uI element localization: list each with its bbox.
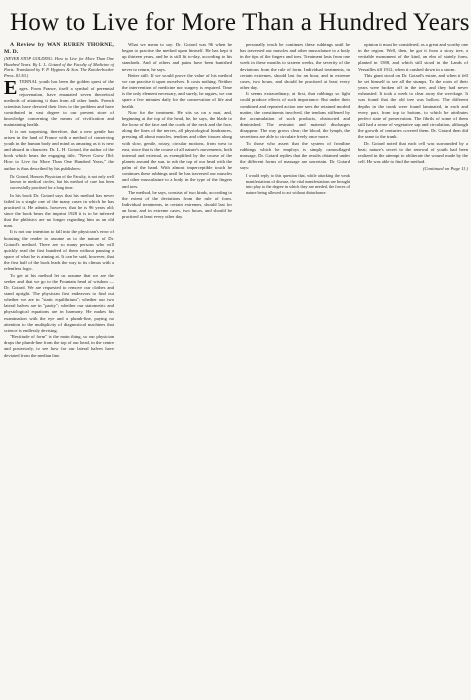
drop-cap: E [4, 77, 18, 100]
paragraph: Dr. Gotard noted that each cell was surrounded by a heat; nature's secret to the renewal of youth had been realized in the attempt to obliterate the wound made by the cell. He was able to find the method. [358, 140, 468, 164]
quoted-block: I would reply to this question that, while attacking the weak manifestations of disease, the vital manifestations are brought into play to the degree in which they are needed, the forces of nature being allowed to act without disturbance. [246, 173, 350, 196]
paragraph: What we mean to say: Dr. Gotard was 96 when he began to practise the method upon himself. He has kept it up thirteen years, and he is still fit to-day, according to his standards. And of others and pains have been banished never to return, he says. [122, 42, 232, 72]
paragraph: To get at his method let us assume that we are the seeker and that we go to the Fountain head of wisdom — Dr. Gotard. We are requested to remove our clothes and stand upright. The physician first endeavors to find out whether we are in "static equilibrium"; whether our two lateral halves are in "parity"; whether our statometric and physiological equations are in harmony. He makes his examination with the eye and a plumb-line, paying no attention to the multiplicity of diagnostical machines that science is endlessly devising. [4, 272, 114, 333]
paragraph: Better still: If we would prove the value of his method we can practise it upon ourselves. It costs nothing. Neither the intervention of medicine nor surgery is required. Time is the only element necessary, and surely, he argues, we can spare a few minutes daily for the conservation of life and health. [122, 72, 232, 109]
paragraph: In his book Dr. Gotard says that his method has never failed in a single one of the many cases in which he has practised it. He admits, however, that he is 96 years old; since the book bears the imprint 1928 it is to be inferred that the phthisics are no longer regarding him as an old man. [4, 192, 114, 229]
quoted-block: Dr. Gotard, Honoris Physician of the Faculty, is not only well known in medical circles, but his method of cure has been successfully practised for a long time. [10, 173, 114, 190]
article-column-1 [4, 42, 114, 696]
paragraph: It seems extraordinary, at first, that rubbings so light could produce effects of such importance. But under their combined and repeated action one sees the retained morbid matter, the constituents involved, the tendons stiffened by the accumulation of such products, obstructed and diminished. The restraint and material discharges disappear. The way grows clear; the blood, the lymph, the secretions are able to circulate freely once more. [240, 91, 350, 140]
article-columns [4, 42, 468, 696]
article-column-2 [122, 42, 232, 696]
byline [4, 42, 114, 56]
continued-notice: (Continued on Page 11.) [422, 166, 468, 172]
article-column-4 [358, 42, 468, 696]
lead-paragraph [4, 79, 114, 128]
book-citation: (NEVER STOP GOLDING: How to Live for More Than One Hundred Years. By L. L. Gotard of the Faculty of Medicine of Paris. Translated by F. P. Hygines & Son. The Knickerbocker Press. $1.50.) [4, 56, 114, 78]
paragraph: It is not surprising, therefore, that a new gentle has arisen in the land of France with a method of conserving youth in the human body and mind as amazing as it is new and absurd in character. Dr. L. H. Gotard, the author of the book which bears the engaging title, "Never Grow Old: How to Live for More Than One Hundred Years," the author is thus described by his publishers: [4, 128, 114, 171]
paragraph: opinion it must be considered, as a great and worthy one in the region. Well, then, he got it from a story tree, a veritable monument of the kind, an elm of stately form, planted in 1588, and which still stood in the Lands of Versailles till 1912, when it crashed down in a storm. [358, 42, 468, 72]
paragraph: Now for the treatment. He sits us on a mat, and, beginning at the top of the head, he, he says, the blade to the loose of the face and the cords of the neck and the face, along the lines of the nerves, all physiological hindrances, pressing all about muscles, tendons and other tissues along with slow, gentle, rotary, circular motions, from west to east, since that is the course of all nature's movements, both internal and external, as exemplified by the course of the planets around the sun, to rub the top of our head with the palm of the hand. With almost imperceptible touch he continues these rubbings until he has traversed our muscles and other musculature to a body in the type of the fingers and toes. [122, 109, 232, 189]
byline-author: WAN RUREN THORNE, M. D. [4, 42, 114, 55]
paragraph: To those who assert that the system of frontline rubbings which he employs is simply camouflaged massage, Dr. Gotard replies that the results obtained under the different forms of massage are uncertain. Dr. Gotard says: [240, 140, 350, 171]
page-title: How to Live for More Than a Hundred Years [10, 9, 470, 36]
paragraph: It is not our intention to fall into the physician's error of boasting the reader to assume as to the nature of Dr. Gotard's method. There are so many persons who will quickly read the first hundred of them without pausing a space of what he is aiming at. It can be said, however, that the first half of the book leads the way to its climax with a relentless logic. [4, 229, 114, 272]
paragraph: "Rectitude of form" is the main thing, so our physician drops the plumb-line from the top of our head, in the centre and posteriorly, to see how far our lateral halves have deviated from the median line. [4, 334, 114, 358]
paragraph: This giant stood on Dr. Gotard's estate, and when it fell he set himself to see all the stumps. To the roots of their years were broken off in the tree, and they had never exhausted. It took a week to clear away the wreckage. It was found that the old tree was hollow. The different depths in the trunk were found laminated, in each and every part, from top to bottom, to which he attributes perfect state of preservation. The fibrils of some of them still had a sense of vegetative sap and circulation, although the growth of centuries covered them. Dr. Gotard then did the same to the trunk. [358, 72, 468, 140]
paragraph: The method, he says, consists of two kinds, according to the extent of the deviations from the rule of form. Individual treatments, in certain extremes, should last for an hour, and in extreme cases, two hours, and should be practised at least every other day. [122, 189, 232, 220]
byline-prefix: A Review by [10, 42, 45, 48]
paragraph-text: TERNAL youth has been the golden quest of the ages. From France, itself a symbol of perennial rejuvenation, have emanated seven theoretical methods of attaining it than from all other lands. French scientists have devoted their lives to the problem and have contributed in vast degree to our present store of knowledge concerning the means of vivification and maintaining health. [4, 79, 114, 128]
paragraph: personally teach he continues these rubbings until he has traversed our muscles and other musculature to a body in the tips of the fingers and toes. Treatment lasts from one week in these months to sixteen weeks, the severity of the deviations from the rule of form. Individual treatments, in certain extremes, should last for an hour, and in extreme cases, two hours, and should be practised at least every other day. [240, 42, 350, 91]
article-column-3 [240, 42, 350, 696]
